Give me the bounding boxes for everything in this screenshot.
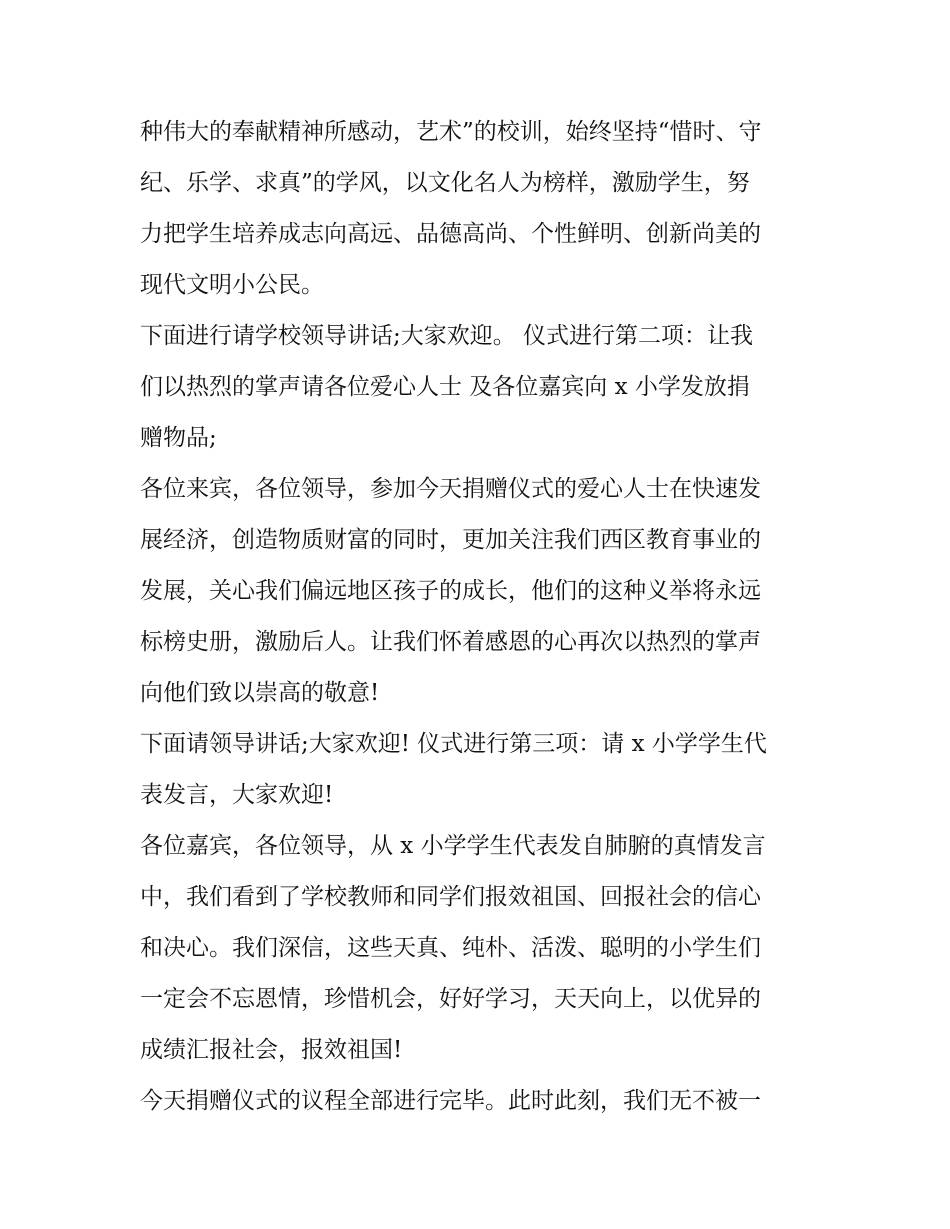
text-line: 一定会不忘恩情，珍惜机会，好好学习，天天向上，以优异的: [140, 986, 761, 1012]
text-line: 种伟大的奉献精神所感动，艺术”的校训，始终坚持“惜时、守: [140, 119, 762, 145]
text-line: 力把学生培养成志向高远、品德高尚、个性鲜明、创新尚美的: [140, 221, 761, 247]
text-line: 纪、乐学、求真”的学风，以文化名人为榜样，激励学生，努: [140, 170, 750, 196]
text-line: 下面请领导讲话;大家欢迎! 仪式进行第三项：请 x 小学学生代: [140, 731, 767, 757]
text-line: 各位来宾，各位领导，参加今天捐赠仪式的爱心人士在快速发: [140, 476, 761, 502]
text-line: 发展，关心我们偏远地区孩子的成长，他们的这种义举将永远: [140, 578, 761, 604]
text-line: 现代文明小公民。: [140, 272, 324, 298]
paragraph-5: [140, 821, 820, 1076]
text-line: 今天捐赠仪式的议程全部进行完毕。此时此刻，我们无不被一: [140, 1088, 761, 1114]
text-line: 成绩汇报社会，报效祖国!: [140, 1037, 403, 1063]
text-line: 和决心。我们深信，这些天真、纯朴、活泼、聪明的小学生们: [140, 935, 761, 961]
document-body: [140, 107, 820, 1127]
paragraph-1: [140, 107, 820, 311]
text-line: 中，我们看到了学校教师和同学们报效祖国、回报社会的信心: [140, 884, 761, 910]
text-line: 向他们致以崇高的敬意!: [140, 680, 380, 706]
paragraph-2: [140, 311, 820, 464]
paragraph-3: [140, 464, 820, 719]
paragraph-4: [140, 719, 820, 821]
text-line: 标榜史册，激励后人。让我们怀着感恩的心再次以热烈的掌声: [140, 629, 761, 655]
text-line: 各位嘉宾，各位领导，从 x 小学学生代表发自肺腑的真情发言: [140, 833, 766, 859]
text-line: 表发言，大家欢迎!: [140, 782, 334, 808]
text-line: 下面进行请学校领导讲话;大家欢迎。 仪式进行第二项：让我: [140, 323, 754, 349]
paragraph-6: [140, 1076, 820, 1127]
text-line: 展经济，创造物质财富的同时，更加关注我们西区教育事业的: [140, 527, 761, 553]
text-line: 们以热烈的掌声请各位爱心人士 及各位嘉宾向 x 小学发放捐: [140, 374, 750, 400]
text-line: 赠物品;: [140, 425, 217, 451]
